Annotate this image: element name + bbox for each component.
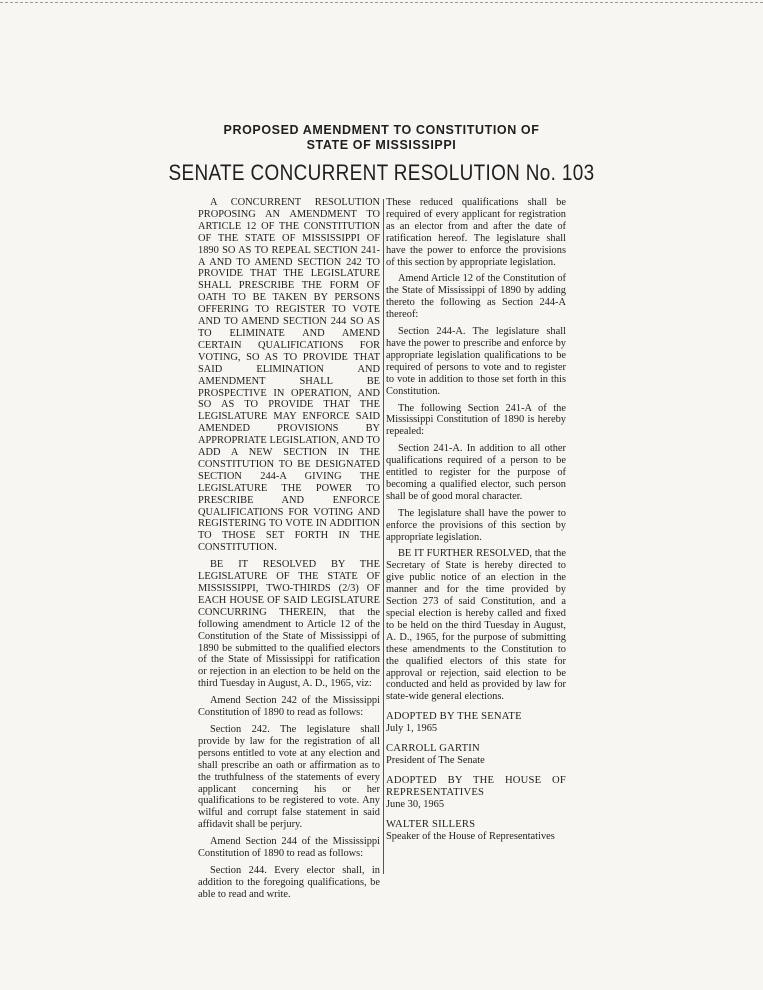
amend-section-244-intro: Amend Section 244 of the Mississippi Constitution of 1890 to read as follows: — [198, 836, 380, 860]
column-divider — [383, 199, 384, 874]
section-244-text: Section 244. Every elector shall, in addition to the foregoing qualifications, be able to read and write. — [198, 864, 380, 900]
section-242-text: Section 242. The legislature shall provide by law for the registration of all persons entitled to vote at any election and shall prescribe an oath or affirmation as to the truthfulness of the statements of every applicant concerning his or her qualifications to be registered to vote. Any wilful and corrupt false statement in said affidavit shall be perjury. — [198, 723, 380, 831]
further-resolved-clause: BE IT FURTHER RESOLVED, that the Secretary of State is hereby directed to give public notice of an election in the manner and for the time provided by Section 273 of said Constitution, and a special election is hereby called and fixed to be held on the third Tuesday in August, A. D., 1965, for the purpose of submitting these amendments to the Constitution to the qualified electors of this state for approval or rejection, said election to be conducted and held as provided by law for state-wide general elections. — [386, 548, 566, 703]
document-heading — [0, 123, 763, 153]
amend-section-242-intro: Amend Section 242 of the Mississippi Constitution of 1890 to read as follows: — [198, 695, 380, 719]
amend-article-12-intro: Amend Article 12 of the Constitution of the State of Mississippi of 1890 by adding thereto the following as Section 244-A thereof: — [386, 273, 566, 321]
house-date: June 30, 1965 — [386, 798, 445, 810]
house-signer-title: Speaker of the House of Representatives — [386, 830, 555, 842]
reduced-qualifications-text: These reduced qualifications shall be required of every applicant for registration as an elector from and after the date of ratification hereof. The legislature shall have the power to enforce the provisions of this section by appropriate legislation. — [386, 197, 566, 268]
resolution-title: SENATE CONCURRENT RESOLUTION No. 103 — [168, 160, 595, 185]
resolution-preamble: A CONCURRENT RESOLUTION PROPOSING AN AMENDMENT TO ARTICLE 12 OF THE CONSTITUTION OF THE STATE OF MISSISSIPPI OF 1890 SO AS TO REPEAL SECTION 241-A AND TO AMEND SECTION 242 TO PROVIDE THAT THE LEGISLATURE SHALL PRESCRIBE THE FORM OF OATH TO BE TAKEN BY PERSONS OFFERING TO REGISTER TO VOTE AND TO AMEND SECTION 244 SO AS TO ELIMINATE AND AMEND CERTAIN QUALIFICATIONS FOR VOTING, SO AS TO PROVIDE THAT SAID ELIMINATION AND AMENDMENT SHALL BE PROSPECTIVE IN OPERATION, AND SO AS TO PROVIDE THAT THE LEGISLATURE MAY ENFORCE SAID AMENDED PROVISIONS BY APPROPRIATE LEGISLATION, AND TO ADD A NEW SECTION IN THE CONSTITUTION TO BE DESIGNATED SECTION 244-A GIVING THE LEGISLATURE THE POWER TO PRESCRIBE AND ENFORCE QUALIFICATIONS FOR VOTING AND REGISTERING TO VOTE IN ADDITION TO THOSE SET FORTH IN THE CONSTITUTION. — [198, 197, 380, 554]
heading-line-1: PROPOSED AMENDMENT TO CONSTITUTION OF — [223, 123, 540, 137]
heading-line-2: STATE OF MISSISSIPPI — [306, 138, 457, 152]
left-column — [198, 197, 380, 906]
right-column — [386, 197, 566, 842]
resolved-clause: BE IT RESOLVED BY THE LEGISLATURE OF THE STATE OF MISSISSIPPI, TWO-THIRDS (2/3) OF EACH HOUSE OF SAID LEGISLATURE CONCURRING THEREIN, that the following amendment to Article 12 of the Constitution of the State of Mississippi of 1890 be submitted to the qualified electors of the State of Mississippi for ratification or rejection in an election to be held on the third Tuesday in August, A. D., 1965, viz: — [198, 559, 380, 690]
house-signer: WALTER SILLERS — [386, 818, 476, 830]
senate-signer: CARROLL GARTIN — [386, 743, 480, 755]
senate-adoption — [386, 711, 566, 735]
adopted-by-house: ADOPTED BY THE HOUSE OF REPRESENTATIVES — [386, 774, 566, 798]
enforcement-text: The legislature shall have the power to enforce the provisions of this section by appropriate legislation. — [386, 507, 566, 543]
senate-signature — [386, 743, 566, 767]
repeal-241a-intro: The following Section 241-A of the Mississippi Constitution of 1890 is hereby repealed: — [386, 402, 566, 438]
senate-date: July 1, 1965 — [386, 723, 438, 735]
section-241a-text: Section 241-A. In addition to all other qualifications required of a person to be entitled to register for the purpose of becoming a qualified elector, such person shall be of good moral character. — [386, 443, 566, 502]
house-adoption — [386, 775, 566, 811]
scan-top-edge — [0, 2, 763, 3]
senate-signer-title: President of The Senate — [386, 754, 485, 766]
section-244a-text: Section 244-A. The legislature shall have the power to prescribe and enforce by appropriate legislation qualifications to be required of persons to vote and to register to vote in addition to those set forth in this Constitution. — [386, 326, 566, 397]
house-signature — [386, 819, 566, 843]
adopted-by-senate: ADOPTED BY THE SENATE — [386, 711, 522, 723]
